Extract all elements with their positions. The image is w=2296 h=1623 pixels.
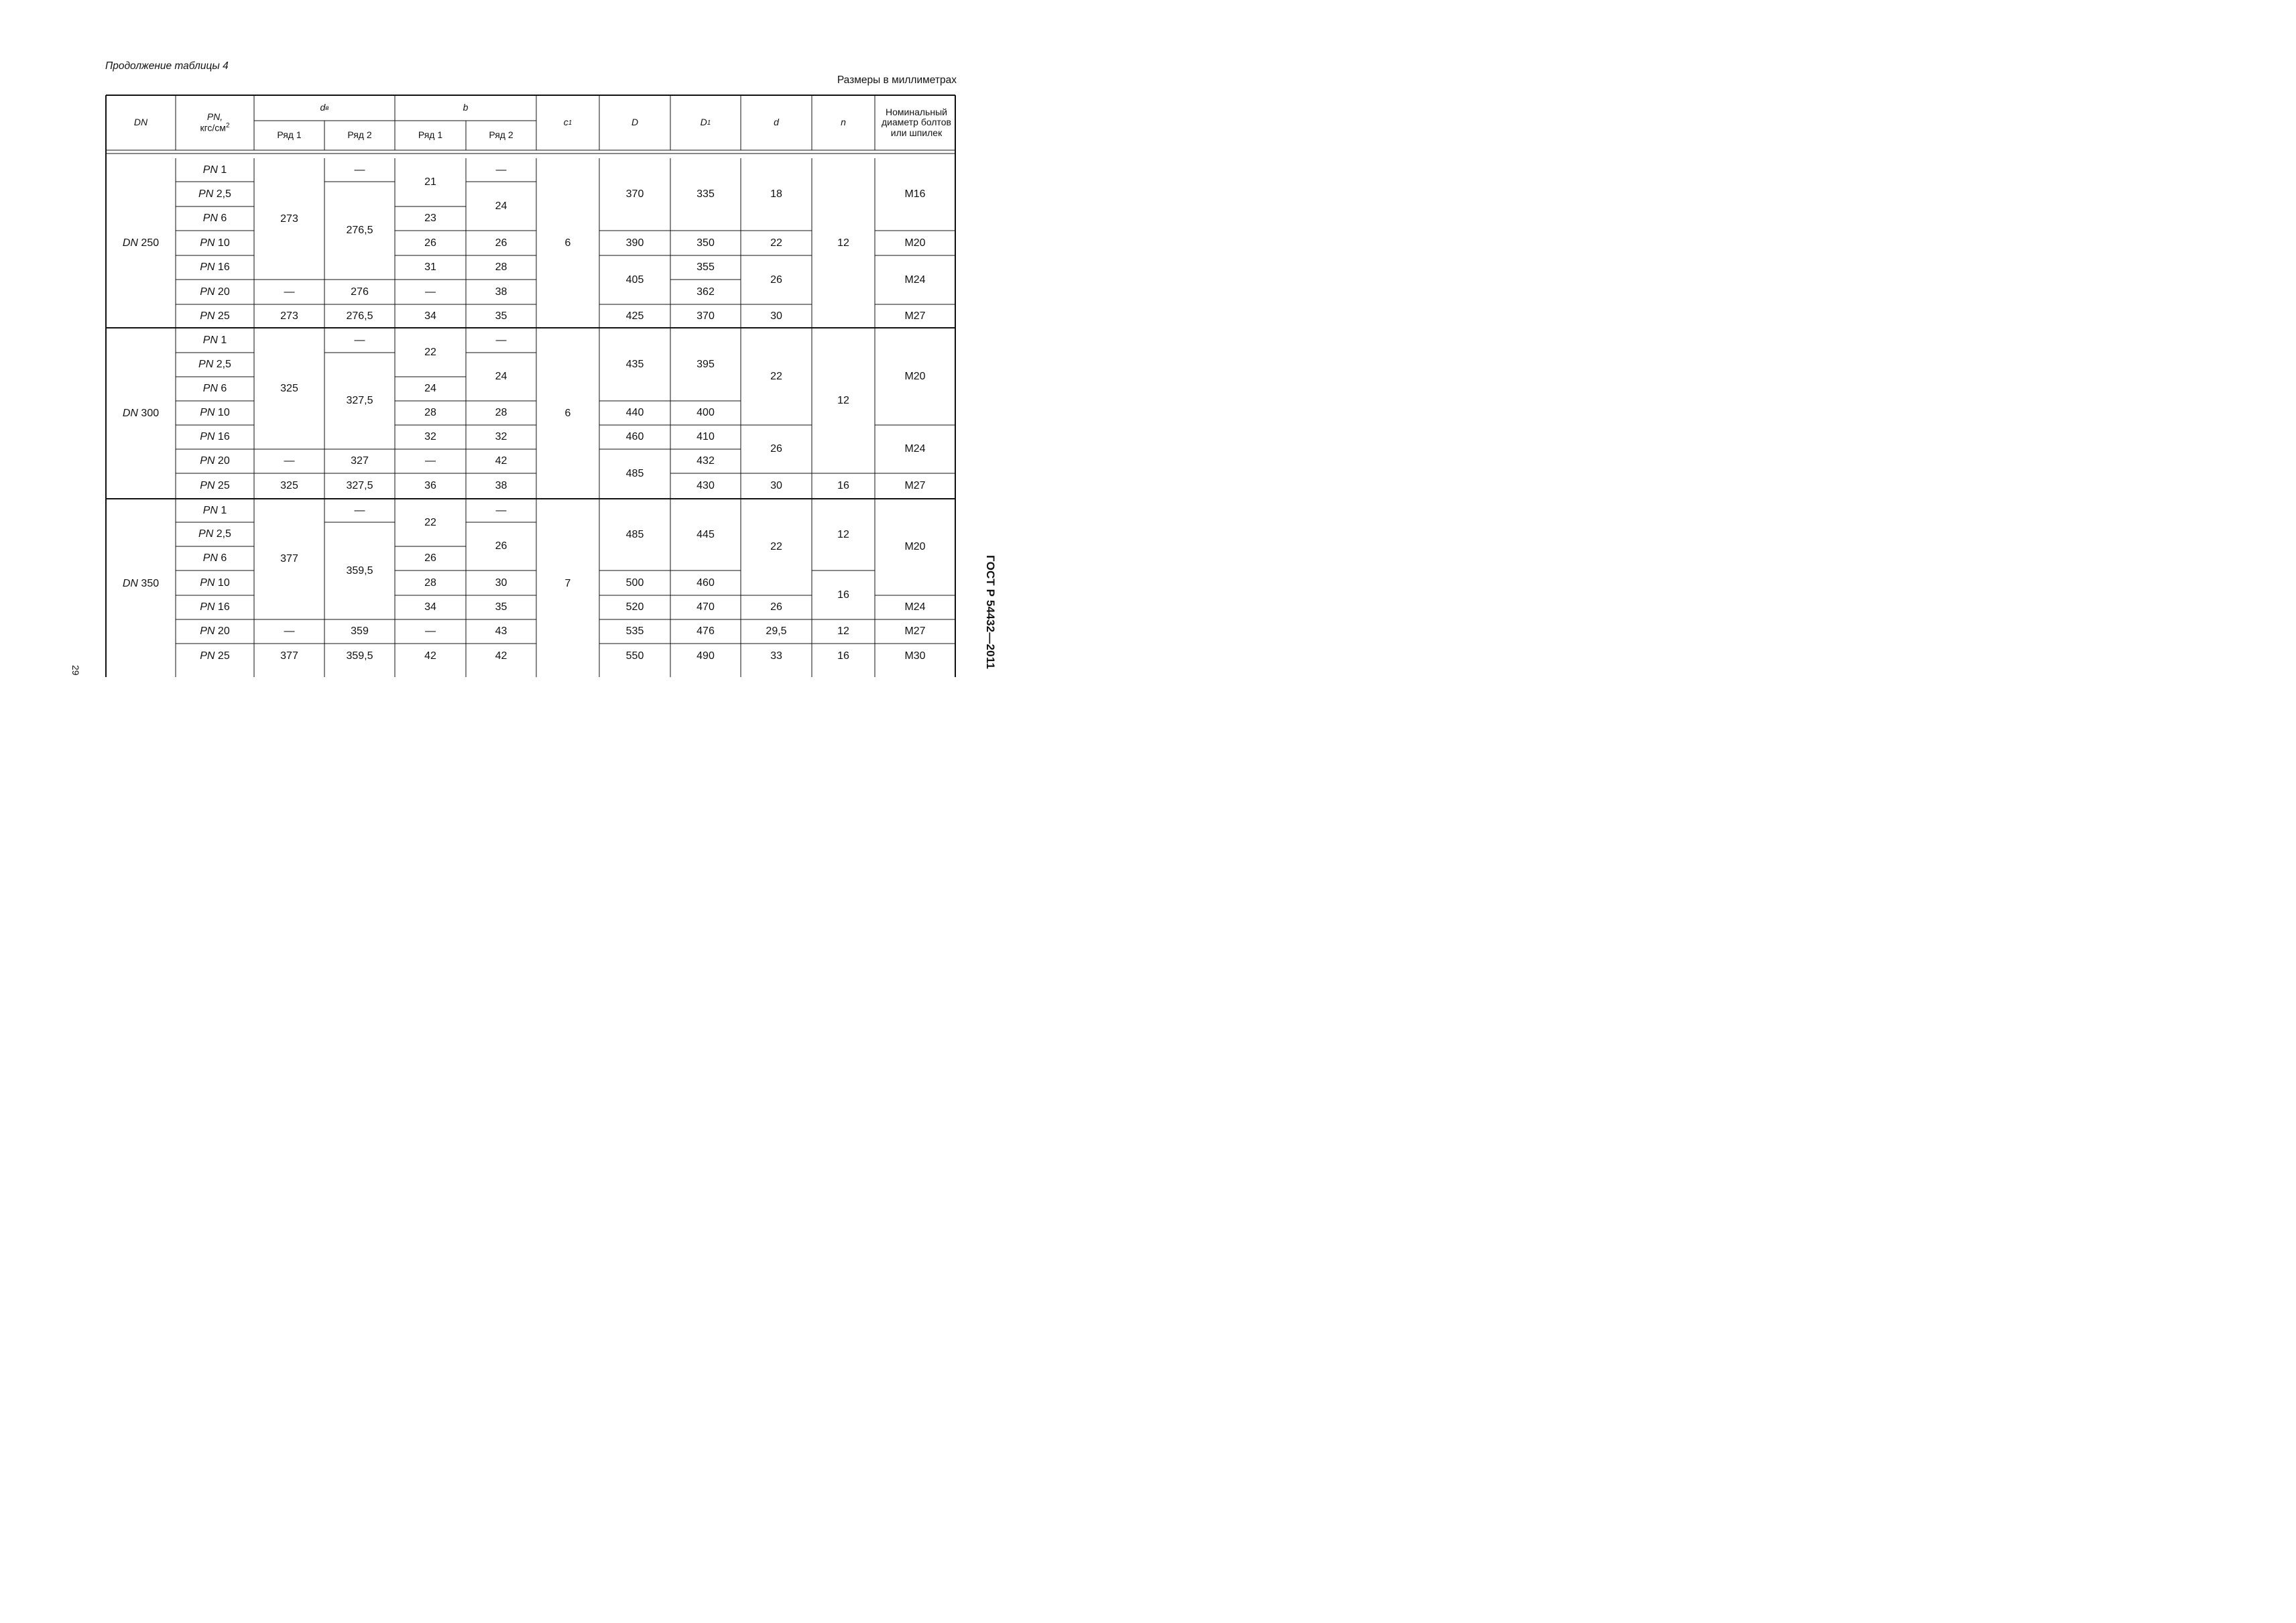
D1-cell: 432 <box>697 455 715 467</box>
dv2-cell: — <box>354 504 365 516</box>
b2-cell: 30 <box>495 577 507 589</box>
header-b-row2: Ряд 2 <box>489 129 513 141</box>
D1-cell: 445 <box>697 528 715 540</box>
header-bolt-diameter: Номинальный диаметр болтов или шпилек <box>882 106 951 138</box>
b2-cell: 28 <box>495 407 507 419</box>
header-dv-row1: Ряд 1 <box>277 129 302 141</box>
b1-cell: — <box>425 455 436 467</box>
pn-cell-value: 1 <box>217 334 227 346</box>
b1-cell: 21 <box>424 176 436 188</box>
dv2-cell: 359,5 <box>346 564 373 577</box>
pn-cell-value: 16 <box>215 601 230 613</box>
dn-1-prefix: DN <box>122 407 138 419</box>
n-cell: 12 <box>837 394 849 406</box>
b2-cell: 26 <box>495 237 507 249</box>
pn-cell <box>176 231 254 255</box>
header-D: D <box>631 117 639 128</box>
bolt-cell: M24 <box>904 443 926 455</box>
pn-cell-prefix: PN <box>202 334 218 346</box>
header-dv-sub: в <box>325 104 329 112</box>
b1-cell: 26 <box>424 237 436 249</box>
D1-cell: 350 <box>697 237 715 249</box>
pn-cell <box>176 255 254 280</box>
pn-cell-prefix: PN <box>200 625 215 638</box>
pn-cell-prefix: PN <box>200 286 215 298</box>
pn-cell-value: 16 <box>215 261 230 274</box>
pn-cell-prefix: PN <box>200 431 215 443</box>
b1-cell: 22 <box>424 516 436 528</box>
pn-cell-value: 6 <box>217 213 227 225</box>
d-cell: 29,5 <box>766 625 787 638</box>
pn-cell-prefix: PN <box>200 237 215 249</box>
d-cell: 33 <box>770 650 782 662</box>
dn-1-value: 300 <box>137 407 160 419</box>
n-cell: 16 <box>837 480 849 492</box>
b1-cell: 24 <box>424 383 436 395</box>
pn-cell <box>176 401 254 425</box>
b2-cell: 42 <box>495 455 507 467</box>
header-dv <box>254 95 395 121</box>
n-cell: 12 <box>837 528 849 540</box>
D-cell: 535 <box>625 625 644 638</box>
pn-cell <box>176 546 254 570</box>
pn-cell <box>176 473 254 499</box>
table-caption: Продолжение таблицы 4 <box>105 60 229 72</box>
D1-cell: 430 <box>697 480 715 492</box>
header-pn-unit-sup: 2 <box>225 122 230 130</box>
pn-cell-prefix: PN <box>200 310 215 322</box>
D1-cell: 460 <box>697 577 715 589</box>
pn-cell <box>176 595 254 619</box>
pn-cell <box>176 158 254 182</box>
pn-cell <box>176 182 254 206</box>
bolt-cell: M27 <box>904 480 926 492</box>
dn-2-value: 350 <box>137 577 160 589</box>
dv1-cell: 273 <box>280 310 298 322</box>
c1-2: 7 <box>564 577 571 589</box>
pn-cell <box>176 328 254 353</box>
D1-cell: 470 <box>697 601 715 613</box>
dv2-cell: — <box>354 334 365 346</box>
d-cell: 26 <box>770 274 782 286</box>
dv2-cell: — <box>354 164 365 176</box>
b2-cell: 38 <box>495 480 507 492</box>
pn-cell <box>176 280 254 304</box>
bolt-cell: M27 <box>904 310 926 322</box>
b1-cell: 26 <box>424 552 436 564</box>
header-b-row1: Ряд 1 <box>418 129 443 141</box>
b1-cell: 31 <box>424 261 436 274</box>
d-cell: 22 <box>770 541 782 553</box>
pn-cell-prefix: PN <box>202 164 218 176</box>
page-number: 29 <box>70 665 81 676</box>
c1-0: 6 <box>564 237 571 249</box>
b2-cell: — <box>495 164 507 176</box>
b2-cell: 28 <box>495 261 507 274</box>
b2-cell: 43 <box>495 625 507 638</box>
d-cell: 22 <box>770 237 782 249</box>
dn-2-prefix: DN <box>122 577 138 589</box>
pn-cell <box>176 644 254 668</box>
header-D1 <box>670 95 741 150</box>
dv2-cell: 327,5 <box>346 395 373 407</box>
header-n: n <box>841 117 846 128</box>
dv1-cell: 377 <box>280 650 298 662</box>
D-cell: 390 <box>625 237 644 249</box>
dn-0-value: 250 <box>137 237 160 249</box>
dv1-cell: — <box>284 455 295 467</box>
pn-cell <box>176 499 254 522</box>
dn-2 <box>106 499 176 668</box>
D-cell: 440 <box>625 407 644 419</box>
dv1-cell: 273 <box>280 213 298 225</box>
b1-cell: — <box>425 286 436 298</box>
header-c1-label: c <box>563 117 568 128</box>
bolt-cell: M20 <box>904 237 926 249</box>
n-cell: 16 <box>837 589 849 601</box>
b2-cell: 35 <box>495 310 507 322</box>
D1-cell: 355 <box>697 261 715 274</box>
dv2-cell: 359,5 <box>346 650 373 662</box>
D-cell: 370 <box>625 188 644 200</box>
pn-cell-prefix: PN <box>202 552 218 564</box>
pn-cell <box>176 425 254 449</box>
pn-cell-value: 20 <box>215 286 230 298</box>
b2-cell: — <box>495 504 507 516</box>
pn-cell-prefix: PN <box>200 407 215 419</box>
header-dv-row2: Ряд 2 <box>347 129 372 141</box>
pn-cell-value: 20 <box>215 625 230 638</box>
pn-cell <box>176 304 254 328</box>
b2-cell: 38 <box>495 286 507 298</box>
b2-cell: 24 <box>495 200 507 212</box>
d-cell: 30 <box>770 480 782 492</box>
dv2-cell: 276,5 <box>346 225 373 237</box>
pn-cell-prefix: PN <box>202 504 218 516</box>
dv1-cell: 325 <box>280 480 298 492</box>
b1-cell: 28 <box>424 407 436 419</box>
header-c1 <box>536 95 599 150</box>
dv2-cell: 276,5 <box>346 310 373 322</box>
header-D1-label: D <box>700 117 707 128</box>
pn-cell-value: 6 <box>217 552 227 564</box>
pn-cell-prefix: PN <box>198 528 214 540</box>
pn-cell-value: 25 <box>215 310 230 322</box>
pn-cell-prefix: PN <box>200 455 215 467</box>
b2-cell: — <box>495 334 507 346</box>
D1-cell: 476 <box>697 625 715 638</box>
D-cell: 425 <box>625 310 644 322</box>
bolt-cell: M20 <box>904 541 926 553</box>
b2-cell: 24 <box>495 371 507 383</box>
b1-cell: 36 <box>424 480 436 492</box>
pn-cell-value: 6 <box>217 383 227 395</box>
pn-cell <box>176 377 254 401</box>
pn-cell-value: 2,5 <box>213 528 231 540</box>
pn-cell-prefix: PN <box>200 480 215 492</box>
dv1-cell: 325 <box>280 382 298 394</box>
header-dv-label: d <box>320 102 326 113</box>
D1-cell: 335 <box>697 188 715 200</box>
b1-cell: 28 <box>424 577 436 589</box>
c1-1: 6 <box>564 407 571 419</box>
n-cell: 12 <box>837 237 849 249</box>
D-cell: 485 <box>625 468 644 480</box>
b2-cell: 35 <box>495 601 507 613</box>
bolt-cell: M30 <box>904 650 926 662</box>
pn-cell-prefix: PN <box>202 383 218 395</box>
dv1-cell: — <box>284 286 295 298</box>
n-cell: 12 <box>837 625 849 638</box>
pn-cell-value: 10 <box>215 577 230 589</box>
pn-cell <box>176 619 254 644</box>
b1-cell: 32 <box>424 431 436 443</box>
d-cell: 18 <box>770 188 782 200</box>
D-cell: 405 <box>625 274 644 286</box>
dv2-cell: 359 <box>351 625 369 638</box>
b2-cell: 42 <box>495 650 507 662</box>
pn-cell-value: 10 <box>215 237 230 249</box>
pn-cell-value: 10 <box>215 407 230 419</box>
header-dn: DN <box>133 117 148 128</box>
pn-cell-prefix: PN <box>200 601 215 613</box>
header-c1-sub: 1 <box>568 119 572 127</box>
header-pn <box>176 95 254 150</box>
d-cell: 30 <box>770 310 782 322</box>
header-d: d <box>774 117 779 128</box>
bolt-cell: M27 <box>904 625 926 638</box>
dv2-cell: 327,5 <box>346 480 373 492</box>
b1-cell: 23 <box>424 213 436 225</box>
b1-cell: — <box>425 625 436 638</box>
bolt-cell: M20 <box>904 370 926 382</box>
pn-cell-prefix: PN <box>202 213 218 225</box>
pn-cell-value: 2,5 <box>213 359 231 371</box>
dn-0 <box>106 158 176 328</box>
header-b: b <box>463 102 469 113</box>
D-cell: 485 <box>625 528 644 540</box>
pn-cell-prefix: PN <box>200 577 215 589</box>
header-D1-sub: 1 <box>707 119 711 127</box>
n-cell: 16 <box>837 650 849 662</box>
D-cell: 520 <box>625 601 644 613</box>
dv1-cell: 377 <box>280 553 298 565</box>
pn-cell-value: 25 <box>215 480 230 492</box>
pn-cell <box>176 449 254 473</box>
pn-cell-prefix: PN <box>198 359 214 371</box>
header-pn-unit-text: кгс/см <box>200 122 226 133</box>
b1-cell: 22 <box>424 346 436 358</box>
D1-cell: 362 <box>697 286 715 298</box>
dv1-cell: — <box>284 625 295 638</box>
b2-cell: 26 <box>495 540 507 552</box>
dv2-cell: 327 <box>351 455 369 467</box>
D1-cell: 370 <box>697 310 715 322</box>
pn-cell <box>176 353 254 377</box>
units-note: Размеры в миллиметрах <box>837 74 957 86</box>
bolt-cell: M16 <box>904 188 926 200</box>
header-pn-label: PN, <box>206 111 223 122</box>
b1-cell: 34 <box>424 310 436 322</box>
pn-cell-prefix: PN <box>200 650 215 662</box>
D1-cell: 395 <box>697 358 715 370</box>
standard-designation: ГОСТ Р 54432—2011 <box>984 555 997 670</box>
pn-cell <box>176 206 254 231</box>
d-cell: 26 <box>770 601 782 613</box>
D-cell: 550 <box>625 650 644 662</box>
D1-cell: 410 <box>697 431 715 443</box>
b1-cell: 42 <box>424 650 436 662</box>
D1-cell: 490 <box>697 650 715 662</box>
dn-0-prefix: DN <box>122 237 138 249</box>
D-cell: 500 <box>625 577 644 589</box>
pn-cell-value: 2,5 <box>213 188 231 200</box>
pn-cell <box>176 522 254 546</box>
dn-1 <box>106 328 176 499</box>
bolt-cell: M24 <box>904 601 926 613</box>
pn-cell-value: 1 <box>217 164 227 176</box>
pn-cell-prefix: PN <box>200 261 215 274</box>
pn-cell-value: 20 <box>215 455 230 467</box>
D1-cell: 400 <box>697 407 715 419</box>
bolt-cell: M24 <box>904 274 926 286</box>
D-cell: 460 <box>625 431 644 443</box>
pn-cell <box>176 570 254 595</box>
b2-cell: 32 <box>495 431 507 443</box>
d-cell: 22 <box>770 370 782 382</box>
header-pn-unit <box>200 122 229 133</box>
pn-cell-prefix: PN <box>198 188 214 200</box>
pn-cell-value: 16 <box>215 431 230 443</box>
b1-cell: 34 <box>424 601 436 613</box>
d-cell: 26 <box>770 443 782 455</box>
pn-cell-value: 25 <box>215 650 230 662</box>
dv2-cell: 276 <box>351 286 369 298</box>
pn-cell-value: 1 <box>217 504 227 516</box>
D-cell: 435 <box>625 358 644 370</box>
